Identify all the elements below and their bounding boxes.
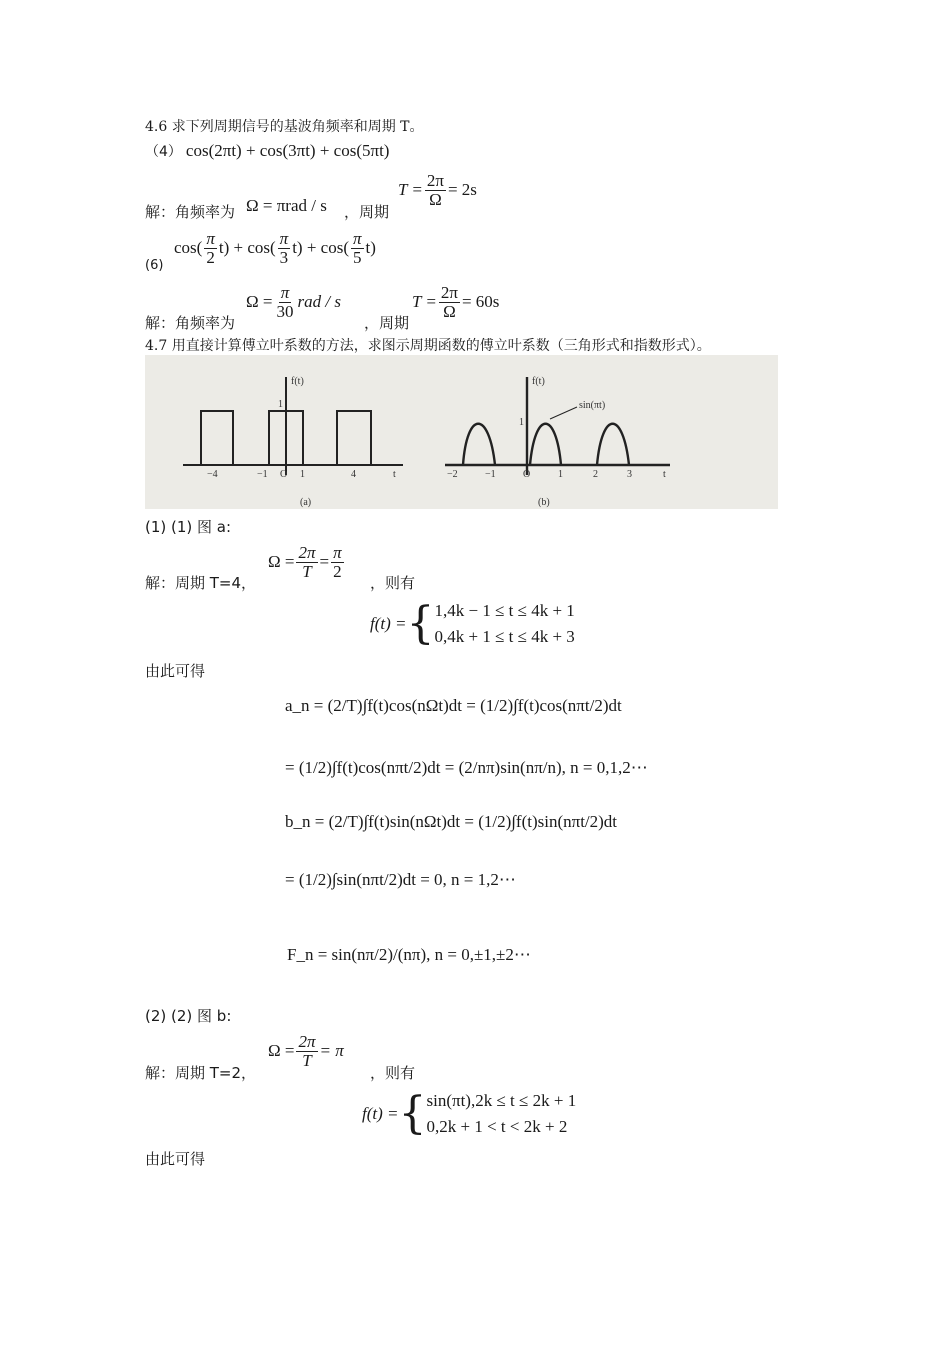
solution-prefix-1: 解：角频率为 bbox=[145, 203, 236, 221]
q6-frac2-den: 3 bbox=[279, 247, 289, 267]
figure-a-tick-4: 4 bbox=[351, 469, 356, 480]
q6-frac2-num: π bbox=[279, 229, 289, 248]
figure-b-tick-t: t bbox=[663, 469, 666, 480]
omega-result-2 bbox=[246, 284, 341, 321]
q4-label: （4） bbox=[145, 144, 182, 160]
figure-b-tick-m1: −1 bbox=[485, 469, 496, 480]
part1-brace: { bbox=[406, 598, 435, 649]
period-rhs: = 2s bbox=[447, 180, 477, 200]
part1-then: ，则有 bbox=[370, 574, 416, 592]
q6-part3: t) + cos( bbox=[292, 238, 349, 258]
part1-omega bbox=[268, 544, 346, 581]
problem-4-7-title: 4.7 用直接计算傅立叶系数的方法，求图示周期函数的傅立叶系数（三角形式和指数形式）。 bbox=[145, 338, 711, 354]
part2-omega-den: T bbox=[302, 1050, 312, 1070]
figure-a-tick-t: t bbox=[393, 469, 396, 480]
an-line1: a_n = (2/T)∫f(t)cos(nΩt)dt = (1/2)∫f(t)cos(nπt/2)dt bbox=[285, 696, 622, 715]
omega2-num: π bbox=[280, 283, 290, 302]
period-denominator: Ω bbox=[429, 189, 442, 209]
part1-solution: 解：周期 T=4， bbox=[145, 574, 257, 592]
q6-frac1-den: 2 bbox=[206, 247, 215, 267]
figure-a-tick-m4: −4 bbox=[207, 469, 218, 480]
part1-case2: 0,4k + 1 ≤ t ≤ 4k + 3 bbox=[434, 627, 575, 646]
figure-a bbox=[183, 377, 403, 475]
part2-brace: { bbox=[398, 1088, 427, 1139]
period2-den: Ω bbox=[443, 301, 456, 321]
bn-line2: = (1/2)∫sin(nπt/2)dt = 0, n = 1,2⋯ bbox=[285, 870, 516, 889]
figure-b-arch-1 bbox=[463, 424, 495, 465]
q6-frac3-den: 5 bbox=[353, 247, 362, 267]
figure-a-tick-o: O bbox=[280, 469, 288, 480]
part2-thus: 由此可得 bbox=[145, 1150, 206, 1168]
part2-case2: 0,2k + 1 < t < 2k + 2 bbox=[426, 1117, 568, 1136]
part1-thus: 由此可得 bbox=[145, 662, 206, 680]
an-line2: = (1/2)∫f(t)cos(nπt/2)dt = (2/nπ)sin(nπ/n), n = 0,1,2⋯ bbox=[285, 758, 648, 777]
q6-expression bbox=[174, 230, 376, 267]
period-formula-1 bbox=[398, 172, 477, 209]
period-label-1: ，周期 bbox=[344, 203, 390, 221]
figure-b-ylabel: f(t) bbox=[532, 376, 545, 387]
part1-case1: 1,4k − 1 ≤ t ≤ 4k + 1 bbox=[434, 601, 575, 620]
period2-lhs: T = bbox=[412, 292, 437, 312]
q6-part4: t) bbox=[365, 238, 376, 258]
figure-a-one: 1 bbox=[278, 399, 283, 410]
omega2-lhs: Ω = bbox=[246, 292, 273, 312]
figure-b-arch-2 bbox=[530, 424, 561, 465]
part2-f-lhs: f(t) = bbox=[362, 1104, 399, 1123]
omega2-unit: rad / s bbox=[297, 292, 341, 312]
q4-line bbox=[145, 141, 389, 161]
solution-prefix-2: 解：角频率为 bbox=[145, 314, 236, 332]
part1-omega-den2: 2 bbox=[333, 561, 342, 581]
part2-then: ，则有 bbox=[370, 1064, 416, 1082]
part2-omega-num: 2π bbox=[298, 1032, 316, 1051]
part2-piecewise bbox=[362, 1088, 576, 1140]
figure-b-tick-2: 2 bbox=[593, 469, 598, 480]
figure-b-tick-m2: −2 bbox=[447, 469, 458, 480]
figure-b-curve-label: sin(πt) bbox=[579, 400, 606, 411]
period2-rhs: = 60s bbox=[461, 292, 500, 312]
figure-a-tick-m1: −1 bbox=[257, 469, 268, 480]
part1-omega-num2: π bbox=[333, 543, 342, 562]
q6-part2: t) + cos( bbox=[218, 238, 276, 258]
figure-a-pulse-left bbox=[201, 411, 233, 465]
period-formula-2 bbox=[412, 284, 499, 321]
q6-part1: cos( bbox=[174, 238, 203, 258]
period-label-2: ，周期 bbox=[364, 314, 410, 332]
q6-frac3-num: π bbox=[352, 229, 362, 248]
period-numerator: 2π bbox=[426, 171, 444, 190]
part2-heading: (2) (2) 图 b: bbox=[145, 1007, 232, 1025]
part1-omega-num1: 2π bbox=[298, 543, 316, 562]
period2-num: 2π bbox=[440, 283, 458, 302]
part2-case1: sin(πt),2k ≤ t ≤ 2k + 1 bbox=[426, 1091, 577, 1110]
figure-a-caption: (a) bbox=[300, 497, 312, 508]
part1-omega-lhs: Ω = bbox=[268, 552, 295, 572]
q6-label: (6) bbox=[145, 258, 164, 273]
part2-omega-rhs: = π bbox=[319, 1041, 344, 1061]
figure-b-one: 1 bbox=[519, 417, 524, 428]
omega-result-1: Ω = πrad / s bbox=[246, 196, 327, 215]
figure-a-pulse-right bbox=[337, 411, 371, 465]
figure-scan bbox=[145, 355, 778, 509]
q4-expression: cos(2πt) + cos(3πt) + cos(5πt) bbox=[185, 141, 390, 160]
omega2-den: 30 bbox=[276, 301, 294, 321]
figure-b-tick-3: 3 bbox=[627, 469, 632, 480]
part1-omega-eq: = bbox=[319, 552, 330, 572]
figure-a-tick-1: 1 bbox=[300, 469, 305, 480]
part1-f-lhs: f(t) = bbox=[370, 614, 407, 633]
part2-solution: 解：周期 T=2， bbox=[145, 1064, 257, 1082]
part1-omega-den1: T bbox=[302, 561, 312, 581]
figure-b-arch-3 bbox=[597, 424, 629, 465]
part2-omega bbox=[268, 1033, 344, 1070]
period-lhs: T = bbox=[398, 180, 423, 200]
figure-b-tick-1: 1 bbox=[558, 469, 563, 480]
part1-heading: (1) (1) 图 a: bbox=[145, 518, 232, 536]
figure-svg bbox=[145, 355, 778, 509]
part2-omega-lhs: Ω = bbox=[268, 1041, 295, 1061]
fn-line: F_n = sin(nπ/2)/(nπ), n = 0,±1,±2⋯ bbox=[287, 945, 531, 964]
figure-a-ylabel: f(t) bbox=[291, 376, 304, 387]
problem-4-6-title: 4.6 求下列周期信号的基波角频率和周期 T。 bbox=[145, 119, 424, 135]
figure-b bbox=[445, 377, 670, 475]
figure-b-tick-o: O bbox=[523, 469, 531, 480]
figure-b-caption: (b) bbox=[538, 497, 550, 508]
bn-line1: b_n = (2/T)∫f(t)sin(nΩt)dt = (1/2)∫f(t)sin(nπt/2)dt bbox=[285, 812, 618, 831]
part1-piecewise bbox=[370, 598, 575, 650]
figure-b-callout-line bbox=[550, 407, 577, 419]
q6-frac1-num: π bbox=[206, 229, 215, 248]
